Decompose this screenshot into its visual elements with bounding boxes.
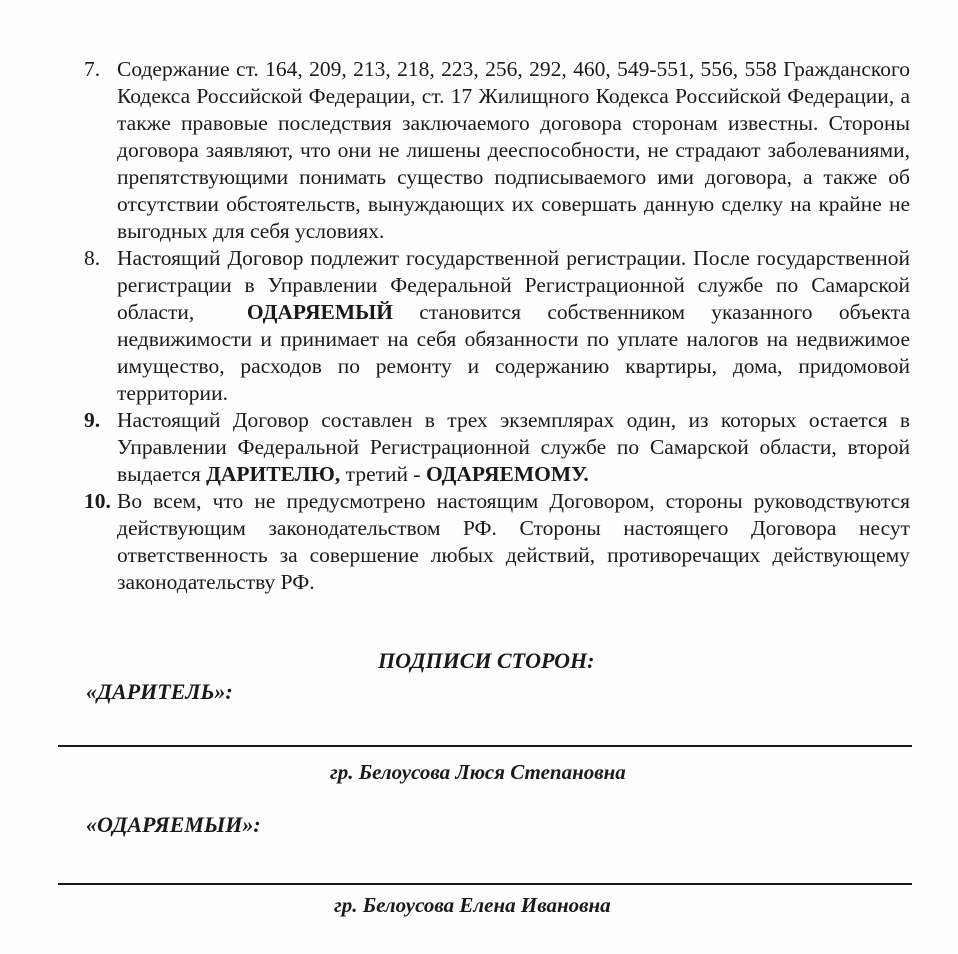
clause-number: 9. bbox=[84, 408, 101, 432]
clause-text-part: Настоящий Договор составлен в трех экземплярах один, из которых остается в Управлении Федеральной Регистрационной службе по Самарской области, второй выдается bbox=[117, 408, 910, 486]
party-name-bold: ОДАРЯЕМЫЙ bbox=[246, 300, 393, 324]
clause-text bbox=[117, 245, 910, 407]
clause-text-part: третий - bbox=[345, 462, 421, 486]
recipient-name: гр. Белоусова Елена Ивановна bbox=[334, 893, 611, 917]
clause-text bbox=[117, 407, 910, 488]
clause-number: 10. bbox=[84, 489, 111, 513]
signatures-heading: ПОДПИСИ СТОРОН: bbox=[378, 648, 595, 673]
clause-text-part: Настоящий Договор подлежит государственной регистрации. После государственной регистрации в Управлении Федеральной Регистрационной службе по Самарской области, bbox=[117, 246, 910, 324]
clause-7 bbox=[84, 56, 910, 245]
contract-clauses bbox=[84, 56, 910, 596]
recipient-signature-line bbox=[58, 883, 912, 885]
party-name-bold: ОДАРЯЕМОМУ. bbox=[425, 462, 589, 486]
clause-8 bbox=[84, 245, 910, 407]
clause-9 bbox=[84, 407, 910, 488]
clause-text: Содержание ст. 164, 209, 213, 218, 223, 256, 292, 460, 549-551, 556, 558 Гражданского Кодекса Российской Федерации, ст. 17 Жилищного Кодекса Российской Федерации, а также правовые последствия заключаемого договора сторонам известны. Стороны договора заявляют, что они не лишены дееспособности, не страдают заболеваниями, препятствующими понимать существо подписываемого ими договора, а также об отсутствии обстоятельств, вынуждающих их совершать данную сделку на крайне не выгодных для себя условиях. bbox=[117, 57, 910, 243]
clause-number: 8. bbox=[84, 246, 101, 270]
donor-signature-line bbox=[58, 745, 912, 747]
clause-text-part: становится собственником указанного объекта недвижимости и принимает на себя обязанности по уплате налогов на недвижимое имущество, расходов по ремонту и содержанию квартиры, дома, придомовой территории. bbox=[117, 300, 911, 405]
donor-name: гр. Белоусова Люся Степановна bbox=[330, 760, 626, 784]
clause-text: Во всем, что не предусмотрено настоящим Договором, стороны руководствуются действующим законодательством РФ. Стороны настоящего Договора несут ответственность за совершение любых действий, противоречащих действующему законодательству РФ. bbox=[117, 489, 910, 594]
donor-label: «ДАРИТЕЛЬ»: bbox=[86, 679, 233, 704]
clause-number: 7. bbox=[84, 57, 101, 81]
party-name-bold: ДАРИТЕЛЮ, bbox=[206, 462, 341, 486]
recipient-label: «ОДАРЯЕМЫИ»: bbox=[86, 812, 261, 837]
clause-10 bbox=[84, 488, 910, 596]
